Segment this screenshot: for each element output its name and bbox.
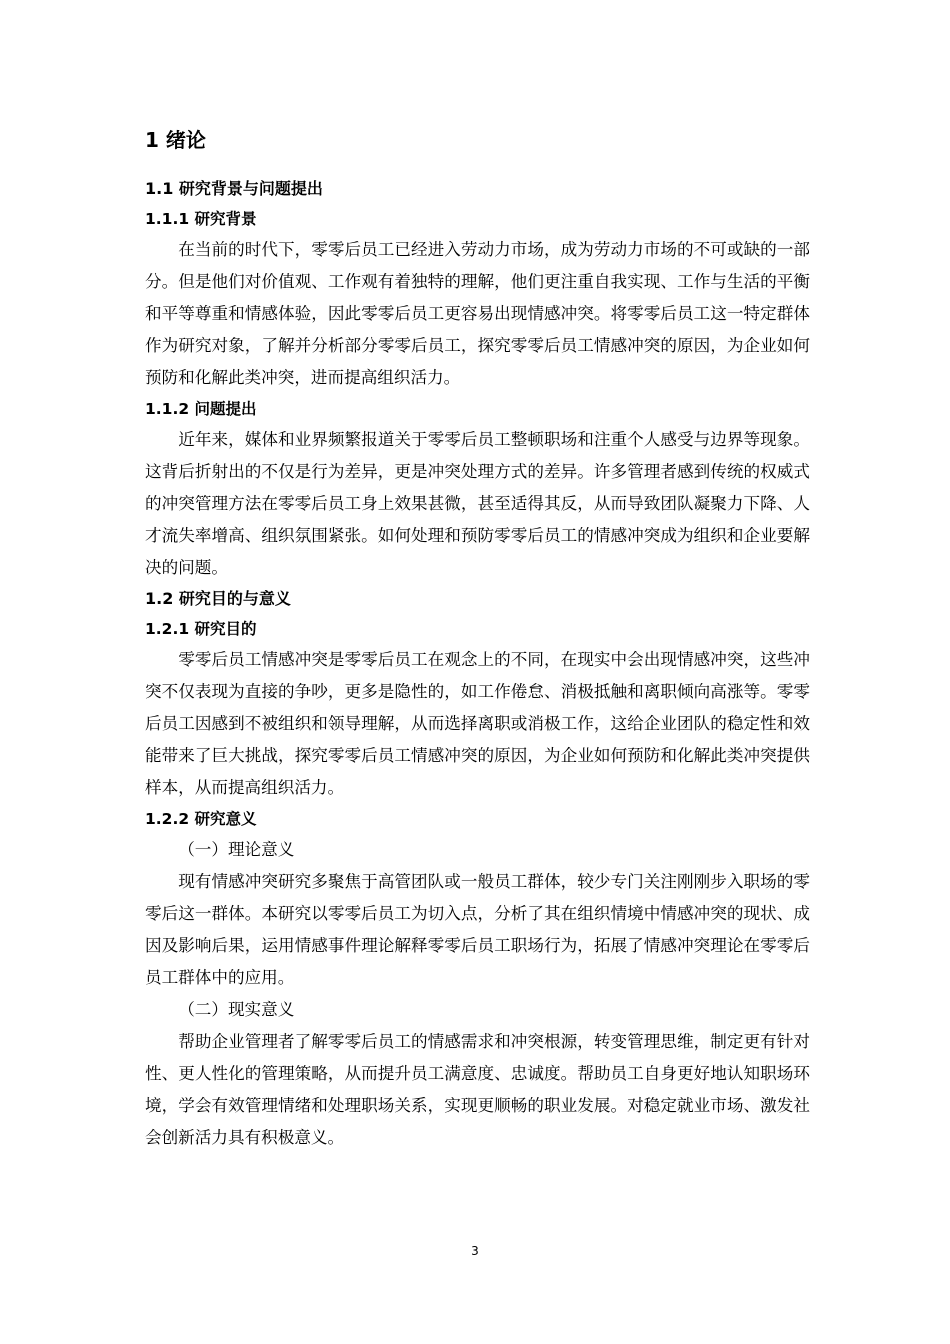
paragraph-research-purpose: 零零后员工情感冲突是零零后员工在观念上的不同，在现实中会出现情感冲突，这些冲突不仅表现为直接的争吵，更多是隐性的，如工作倦怠、消极抵触和离职倾向高涨等。零零后员工因感到不被组织和领导理解，从而选择离职或消极工作，这给企业团队的稳定性和效能带来了巨大挑战，探究零零后员工情感冲突的原因，为企业如何预防和化解此类冲突提供样本，从而提高组织活力。 (145, 650, 810, 797)
subsection-heading-1-2-1: 1.2.1 研究目的 (145, 620, 257, 638)
subsection-heading-1-1-1: 1.1.1 研究背景 (145, 210, 257, 228)
paragraph-theoretical-significance: 现有情感冲突研究多聚焦于高管团队或一般员工群体，较少专门关注刚刚步入职场的零零后这一群体。本研究以零零后员工为切入点，分析了其在组织情境中情感冲突的现状、成因及影响后果，运用情感事件理论解释零零后员工职场行为，拓展了情感冲突理论在零零后员工群体中的应用。 (145, 872, 810, 987)
paragraph-research-background: 在当前的时代下，零零后员工已经进入劳动力市场，成为劳动力市场的不可或缺的一部分。但是他们对价值观、工作观有着独特的理解，他们更注重自我实现、工作与生活的平衡和平等尊重和情感体验，因此零零后员工更容易出现情感冲突。将零零后员工这一特定群体作为研究对象，了解并分析部分零零后员工，探究零零后员工情感冲突的原因，为企业如何预防和化解此类冲突，进而提高组织活力。 (145, 240, 810, 387)
subsection-heading-1-1-2: 1.1.2 问题提出 (145, 400, 257, 418)
page-body (145, 118, 810, 1154)
section-heading-1-2: 1.2 研究目的与意义 (145, 589, 291, 608)
page-number: 3 (471, 1244, 479, 1258)
paragraph-problem-statement: 近年来，媒体和业界频繁报道关于零零后员工整顿职场和注重个人感受与边界等现象。这背后折射出的不仅是行为差异，更是冲突处理方式的差异。许多管理者感到传统的权威式的冲突管理方法在零零后员工身上效果甚微，甚至适得其反，从而导致团队凝聚力下降、人才流失率增高、组织氛围紧张。如何处理和预防零零后员工的情感冲突成为组织和企业要解决的问题。 (145, 430, 810, 577)
item-label-practical: （二）现实意义 (178, 1000, 295, 1019)
subsection-heading-1-2-2: 1.2.2 研究意义 (145, 810, 257, 828)
item-label-theoretical: （一）理论意义 (178, 840, 295, 859)
section-heading-1-1: 1.1 研究背景与问题提出 (145, 179, 323, 198)
paragraph-practical-significance: 帮助企业管理者了解零零后员工的情感需求和冲突根源，转变管理思维，制定更有针对性、更人性化的管理策略，从而提升员工满意度、忠诚度。帮助员工自身更好地认知职场环境，学会有效管理情绪和处理职场关系，实现更顺畅的职业发展。对稳定就业市场、激发社会创新活力具有积极意义。 (145, 1032, 810, 1147)
chapter-title: 1 绪论 (145, 128, 206, 152)
